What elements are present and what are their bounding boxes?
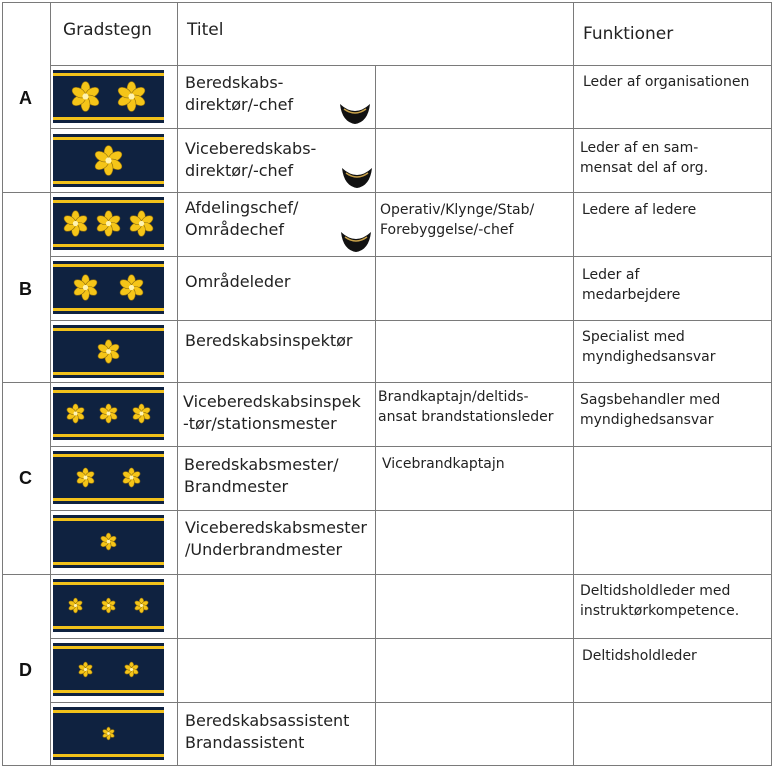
group-divider	[2, 192, 772, 193]
rank-title: Viceberedskabsmester /Underbrandmester	[185, 518, 367, 559]
star-icon	[53, 70, 164, 123]
rank-title: Viceberedskabsinspek -tør/stationsmester	[183, 392, 361, 433]
rank-insignia	[53, 197, 164, 250]
table-border-right	[771, 2, 772, 766]
rank-title: Beredskabs- direktør/-chef	[185, 73, 294, 114]
star-icon	[100, 533, 117, 550]
rank-title: Beredskabsassistent Brandassistent	[185, 711, 350, 752]
group-divider	[2, 382, 772, 383]
row-divider	[50, 510, 772, 511]
star-icon	[53, 134, 164, 187]
header-divider	[50, 65, 772, 66]
star-icon	[53, 387, 164, 440]
rank-function: Deltidsholdleder med instruktørkompetence.	[580, 583, 740, 619]
star-icon	[116, 82, 146, 112]
star-icon	[68, 598, 83, 613]
header-title: Titel	[187, 20, 224, 40]
helmet-icon	[339, 228, 373, 254]
row-divider	[50, 320, 772, 321]
star-icon	[53, 579, 164, 632]
rank-alt-title: Vicebrandkaptajn	[382, 456, 505, 472]
rank-alt-title: Operativ/Klynge/Stab/ Forebyggelse/-chef	[380, 202, 535, 238]
rank-function: Specialist med myndighedsansvar	[582, 329, 716, 365]
rank-function: Sagsbehandler med myndighedsansvar	[580, 392, 721, 428]
star-icon	[72, 275, 98, 301]
rank-insignia	[53, 70, 164, 123]
rank-function: Leder af medarbejdere	[582, 267, 681, 303]
star-icon	[62, 211, 88, 237]
column-divider-functions	[573, 2, 574, 766]
rank-insignia	[53, 387, 164, 440]
rank-insignia	[53, 707, 164, 760]
rank-title: Viceberedskabs- direktør/-chef	[185, 139, 317, 180]
rank-insignia	[53, 134, 164, 187]
column-divider-title	[177, 2, 178, 766]
rank-title: Beredskabsinspektør	[185, 331, 353, 350]
rank-insignia	[53, 451, 164, 504]
group-divider	[2, 574, 772, 575]
header-insignia: Gradstegn	[63, 20, 152, 40]
star-icon	[95, 211, 121, 237]
rank-insignia	[53, 643, 164, 696]
row-divider	[50, 702, 772, 703]
star-icon	[132, 404, 152, 423]
rank-title: Afdelingschef/ Områdechef	[185, 198, 299, 239]
star-icon	[101, 598, 116, 613]
group-label-b: B	[19, 279, 32, 299]
star-icon	[53, 261, 164, 314]
star-icon	[53, 197, 164, 250]
column-divider-insignia	[50, 2, 51, 766]
rank-alt-title: Brandkaptajn/deltids- ansat brandstationsleder	[378, 389, 554, 425]
group-label-a: A	[19, 88, 32, 108]
star-icon	[124, 662, 139, 677]
rank-function: Ledere af ledere	[582, 202, 697, 218]
table-border-bottom	[2, 765, 772, 766]
rank-function: Deltidsholdleder	[582, 648, 697, 664]
rank-insignia	[53, 325, 164, 378]
rank-insignia	[53, 261, 164, 314]
star-icon	[53, 707, 164, 760]
star-icon	[70, 82, 100, 112]
star-icon	[93, 146, 123, 176]
star-icon	[128, 211, 154, 237]
rank-title: Områdeleder	[185, 272, 291, 291]
star-icon	[118, 275, 144, 301]
helmet-icon	[340, 164, 374, 190]
table-border-left	[2, 2, 3, 766]
rank-insignia	[53, 515, 164, 568]
star-icon	[53, 643, 164, 696]
rank-function: Leder af organisationen	[583, 74, 750, 90]
star-icon	[53, 451, 164, 504]
helmet-icon	[338, 100, 372, 126]
row-divider	[50, 256, 772, 257]
row-divider	[50, 128, 772, 129]
star-icon	[53, 515, 164, 568]
rank-insignia	[53, 579, 164, 632]
star-icon	[78, 662, 93, 677]
group-label-c: C	[19, 468, 32, 488]
star-icon	[134, 598, 149, 613]
table-border-top	[2, 2, 772, 3]
star-icon	[66, 404, 86, 423]
row-divider	[50, 446, 772, 447]
rank-function: Leder af en sam- mensat del af org.	[580, 140, 709, 176]
header-functions: Funktioner	[583, 24, 674, 44]
rank-title: Beredskabsmester/ Brandmester	[184, 455, 339, 496]
star-icon	[97, 340, 121, 364]
star-icon	[122, 468, 142, 487]
star-icon	[99, 404, 119, 423]
column-divider-alt-title	[375, 66, 376, 766]
group-label-d: D	[19, 660, 32, 680]
star-icon	[76, 468, 96, 487]
star-icon	[102, 727, 115, 740]
row-divider	[50, 638, 772, 639]
star-icon	[53, 325, 164, 378]
